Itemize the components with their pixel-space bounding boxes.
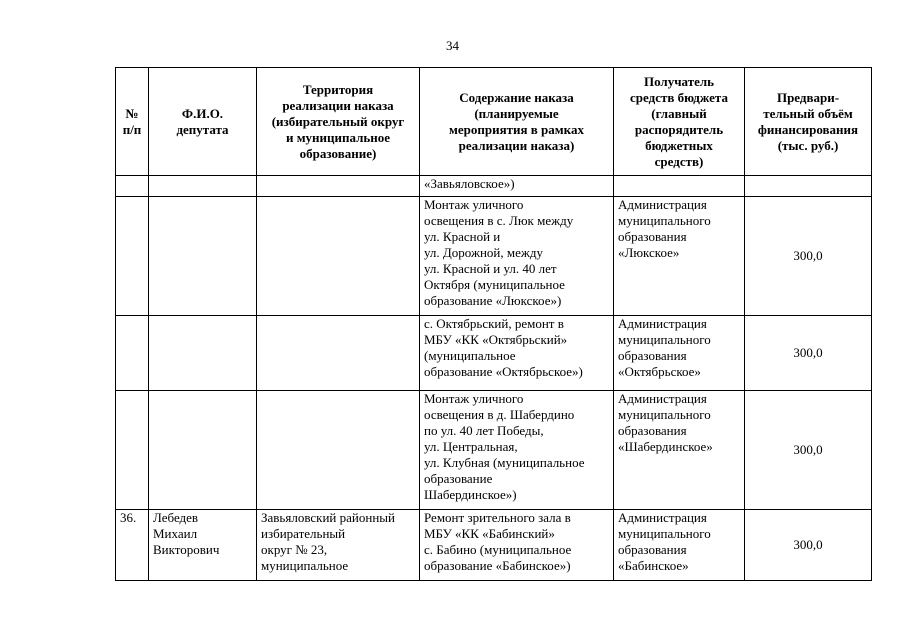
cell-content: «Завьяловское»): [420, 176, 614, 197]
cell-amount: [745, 176, 872, 197]
table-row: [116, 197, 872, 316]
cell-name: [149, 197, 257, 316]
table-row: [116, 391, 872, 510]
header-num: № п/п: [116, 68, 149, 176]
cell-territory: [257, 391, 420, 510]
cell-num: [116, 197, 149, 316]
cell-recipient: Администрация муниципального образования «Люкское»: [614, 197, 745, 316]
cell-amount: 300,0: [745, 316, 872, 391]
cell-num: [116, 391, 149, 510]
cell-content: с. Октябрьский, ремонт в МБУ «КК «Октябрьский» (муниципальное образование «Октябрьское»): [420, 316, 614, 391]
table-row: [116, 176, 872, 197]
cell-recipient: [614, 176, 745, 197]
table-row: [116, 510, 872, 581]
cell-territory: [257, 316, 420, 391]
cell-content: Монтаж уличного освещения в д. Шабердино по ул. 40 лет Победы, ул. Центральная, ул. Клубная (муниципальное образование Шабердинское»): [420, 391, 614, 510]
cell-num: [116, 176, 149, 197]
header-name: Ф.И.О. депутата: [149, 68, 257, 176]
cell-name: [149, 391, 257, 510]
orders-table: [115, 67, 872, 581]
cell-territory: [257, 197, 420, 316]
cell-num: [116, 316, 149, 391]
table-row: [116, 316, 872, 391]
page-number: 34: [446, 38, 459, 53]
cell-recipient: Администрация муниципального образования «Шабердинское»: [614, 391, 745, 510]
header-recipient: Получатель средств бюджета (главный распорядитель бюджетных средств): [614, 68, 745, 176]
cell-recipient: Администрация муниципального образования «Октябрьское»: [614, 316, 745, 391]
header-territory: Территория реализации наказа (избирательный округ и муниципальное образование): [257, 68, 420, 176]
cell-name: [149, 316, 257, 391]
cell-content: Ремонт зрительного зала в МБУ «КК «Бабинский» с. Бабино (муниципальное образование «Бабинское»): [420, 510, 614, 581]
header-content: Содержание наказа (планируемые мероприятия в рамках реализации наказа): [420, 68, 614, 176]
cell-territory: [257, 176, 420, 197]
header-row: [116, 68, 872, 176]
cell-amount: 300,0: [745, 197, 872, 316]
cell-name: Лебедев Михаил Викторович: [149, 510, 257, 581]
cell-amount: 300,0: [745, 510, 872, 581]
cell-territory: Завьяловский районный избирательный округ № 23, муниципальное: [257, 510, 420, 581]
header-amount: Предвари- тельный объём финансирования (тыс. руб.): [745, 68, 872, 176]
cell-content: Монтаж уличного освещения в с. Люк между ул. Красной и ул. Дорожной, между ул. Красной и ул. 40 лет Октября (муниципальное образование «Люкское»): [420, 197, 614, 316]
cell-name: [149, 176, 257, 197]
cell-num: 36.: [116, 510, 149, 581]
cell-amount: 300,0: [745, 391, 872, 510]
cell-recipient: Администрация муниципального образования «Бабинское»: [614, 510, 745, 581]
